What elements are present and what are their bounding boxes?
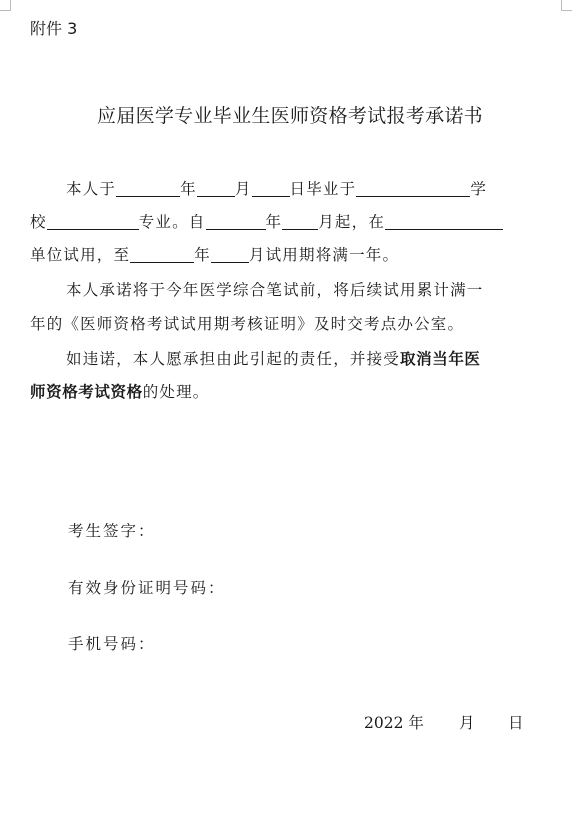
- candidate-signature-label: 考生签字：: [68, 522, 156, 540]
- para3-bold-text: 师资格考试资格: [30, 383, 143, 401]
- para1-line3: [30, 243, 399, 265]
- date-day: 日: [508, 714, 524, 732]
- para1-text: 月: [234, 180, 252, 198]
- para2-line1: 本人承诺将于今年医学综合笔试前，将后续试用累计满一: [66, 281, 484, 299]
- para1-text: 年: [180, 180, 197, 198]
- trial-start-month-blank[interactable]: [282, 213, 318, 230]
- para1-text: 学: [470, 180, 488, 198]
- para1-text: 年: [194, 246, 211, 264]
- page-corner-mark-left: [0, 0, 11, 11]
- para1-text: 专业。自: [138, 213, 206, 231]
- graduation-month-blank[interactable]: [197, 180, 235, 197]
- para1-text: 本人于: [66, 180, 117, 198]
- para2-line2: 年的《医师资格考试试用期考核证明》及时交考点办公室。: [30, 315, 465, 333]
- page-corner-mark-right: [561, 0, 572, 11]
- trial-end-month-blank[interactable]: [211, 246, 249, 263]
- para3-line1: [66, 347, 481, 369]
- para1-text: 单位试用，至: [30, 246, 131, 264]
- id-number-label: 有效身份证明号码：: [68, 579, 226, 597]
- trial-start-year-blank[interactable]: [206, 213, 266, 230]
- major-blank[interactable]: [47, 213, 139, 230]
- graduation-year-blank[interactable]: [116, 180, 180, 197]
- phone-number-label: 手机号码：: [68, 635, 156, 653]
- para3-line2: [30, 380, 210, 402]
- school-name-blank[interactable]: [356, 180, 470, 197]
- para1-text: 校: [30, 213, 47, 231]
- trial-unit-blank[interactable]: [385, 213, 503, 230]
- date-year: 2022 年: [364, 714, 424, 732]
- para1-text: 月起，在: [318, 213, 386, 231]
- trial-end-year-blank[interactable]: [130, 246, 194, 263]
- para1-text: 日毕业于: [289, 180, 357, 198]
- para1-line1: [66, 177, 487, 199]
- para1-text: 月试用期将满一年。: [248, 246, 400, 264]
- date-month: 月: [459, 714, 475, 732]
- para3-text: 如违诺，本人愿承担由此引起的责任，并接受: [66, 350, 401, 368]
- para3-bold-text: 取消当年医: [400, 350, 481, 368]
- graduation-day-blank[interactable]: [252, 180, 290, 197]
- para1-text: 年: [265, 213, 283, 231]
- para1-line2: [30, 210, 503, 232]
- para3-text: 的处理。: [142, 383, 210, 401]
- attachment-label: 附件 3: [30, 19, 78, 38]
- document-title: 应届医学专业毕业生医师资格考试报考承诺书: [96, 105, 483, 127]
